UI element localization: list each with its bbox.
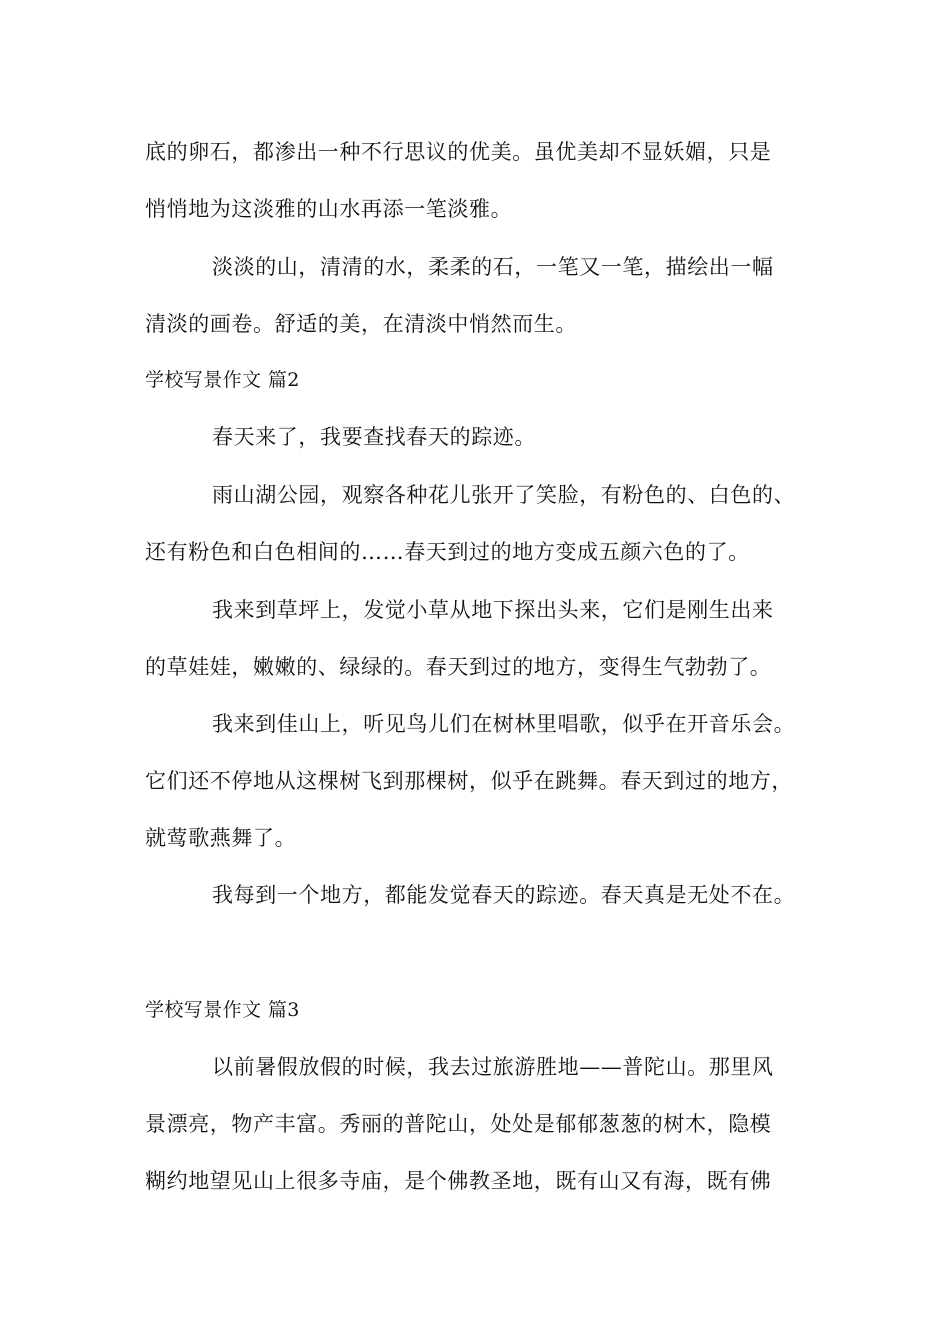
paragraph-line: 雨山湖公园，观察各种花儿张开了笑脸，有粉色的、白色的、 [212,483,796,507]
section-heading: 学校写景作文 篇2 [145,369,300,391]
paragraph-line: 我来到草坪上，发觉小草从地下探出头来，它们是刚生出来 [212,598,774,622]
paragraph-line: 它们还不停地从这棵树飞到那棵树，似乎在跳舞。春天到过的地方， [145,769,793,793]
paragraph-line: 还有粉色和白色相间的……春天到过的地方变成五颜六色的了。 [145,540,750,564]
paragraph-line: 糊约地望见山上很多寺庙，是个佛教圣地，既有山又有海，既有佛 [145,1169,772,1193]
paragraph-line: 悄悄地为这淡雅的山水再添一笔淡雅。 [145,197,513,221]
paragraph-line: 淡淡的山，清清的水，柔柔的石，一笔又一笔，描绘出一幅 [212,255,774,279]
paragraph-line: 的草娃娃，嫩嫩的、绿绿的。春天到过的地方，变得生气勃勃了。 [145,655,772,679]
paragraph-line: 景漂亮，物产丰富。秀丽的普陀山，处处是郁郁葱葱的树木，隐模 [145,1112,772,1136]
paragraph-line: 清淡的画卷。舒适的美，在清淡中悄然而生。 [145,312,577,336]
paragraph-line: 我每到一个地方，都能发觉春天的踪迹。春天真是无处不在。 [212,883,796,907]
paragraph-line: 以前暑假放假的时候，我去过旅游胜地——普陀山。那里风 [212,1055,774,1079]
paragraph-line: 就莺歌燕舞了。 [145,826,297,850]
section-heading: 学校写景作文 篇3 [145,999,300,1021]
paragraph-line: 春天来了，我要查找春天的踪迹。 [212,425,536,449]
paragraph-line: 我来到佳山上，听见鸟儿们在树林里唱歌，似乎在开音乐会。 [212,712,796,736]
paragraph-line: 底的卵石，都渗出一种不行思议的优美。虽优美却不显妖媚，只是 [145,140,772,164]
